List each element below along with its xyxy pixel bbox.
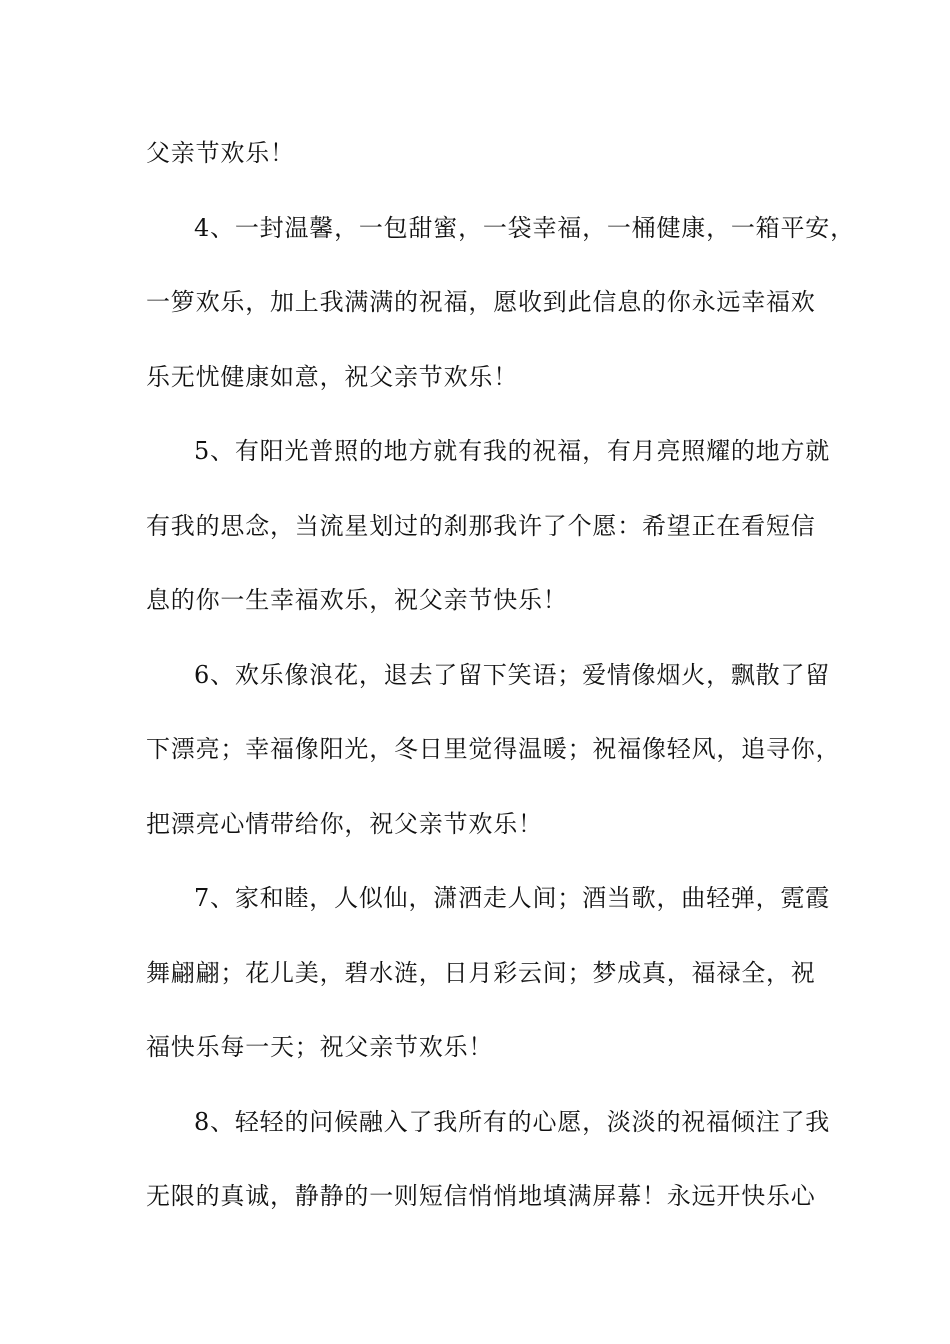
text-line: 下漂亮；幸福像阳光，冬日里觉得温暖；祝福像轻风，追寻你， bbox=[146, 735, 841, 763]
paragraph-4-start: 4、一封温馨，一包甜蜜，一袋幸福，一桶健康，一箱平安， bbox=[194, 213, 855, 242]
text-line: 有我的思念，当流星划过的刹那我许了个愿：希望正在看短信 bbox=[146, 511, 816, 540]
paragraph-8-start: 8、轻轻的问候融入了我所有的心愿，淡淡的祝福倾注了我 bbox=[194, 1107, 831, 1136]
text-line: 一箩欢乐，加上我满满的祝福，愿收到此信息的你永远幸福欢 bbox=[146, 288, 816, 316]
text-line: 无限的真诚，静静的一则短信悄悄地填满屏幕！永远开快乐心 bbox=[146, 1182, 816, 1210]
paragraph-7-start: 7、家和睦，人似仙，潇洒走人间；酒当歌，曲轻弹，霓霞 bbox=[194, 884, 831, 912]
paragraph-5-start: 5、有阳光普照的地方就有我的祝福，有月亮照耀的地方就 bbox=[194, 437, 831, 465]
text-line: 父亲节欢乐！ bbox=[146, 139, 295, 167]
document-body bbox=[146, 129, 855, 1247]
text-line: 福快乐每一天；祝父亲节欢乐！ bbox=[146, 1033, 494, 1061]
text-line: 乐无忧健康如意，祝父亲节欢乐！ bbox=[146, 362, 518, 391]
text-line: 舞翩翩；花儿美，碧水涟，日月彩云间；梦成真，福禄全，祝 bbox=[146, 958, 816, 987]
text-line: 息的你一生幸福欢乐，祝父亲节快乐！ bbox=[146, 586, 568, 614]
paragraph-6-start: 6、欢乐像浪花，退去了留下笑语；爱情像烟火，飘散了留 bbox=[194, 660, 831, 689]
text-line: 把漂亮心情带给你，祝父亲节欢乐！ bbox=[146, 809, 543, 838]
